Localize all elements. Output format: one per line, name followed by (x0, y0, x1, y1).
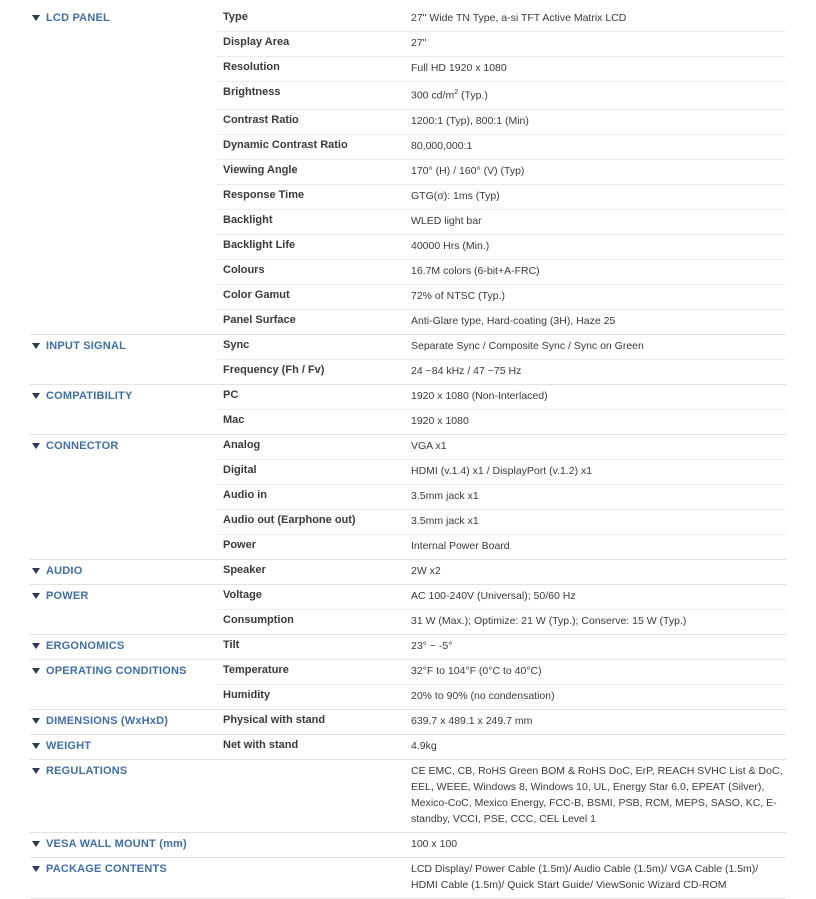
spec-value: 32°F to 104°F (0°C to 40°C) (411, 664, 542, 677)
triangle-down-icon (32, 743, 40, 749)
category-toggle[interactable] (30, 585, 217, 634)
triangle-down-icon (32, 643, 40, 649)
spec-row (217, 760, 786, 832)
spec-value: 1920 x 1080 (Non-Interlaced) (411, 389, 548, 402)
spec-row (217, 609, 786, 634)
spec-group (30, 585, 786, 635)
spec-group (30, 385, 786, 435)
category-toggle[interactable] (30, 660, 217, 709)
spec-value: 100 x 100 (411, 837, 458, 850)
triangle-down-icon (32, 668, 40, 674)
spec-value: GTG(σ): 1ms (Typ) (411, 189, 500, 202)
spec-value: 639.7 x 489.1 x 249.7 mm (411, 714, 533, 727)
spec-value: 80,000,000:1 (411, 139, 473, 152)
spec-label: Net with stand (223, 738, 299, 751)
spec-label: Brightness (223, 86, 281, 98)
spec-value: AC 100-240V (Universal); 50/60 Hz (411, 589, 576, 602)
spec-value: Anti-Glare type, Hard-coating (3H), Haze 25 (411, 314, 616, 327)
spec-group (30, 760, 786, 833)
spec-row (217, 484, 786, 509)
spec-label: Consumption (223, 613, 294, 626)
spec-group (30, 435, 786, 560)
category-label: INPUT SIGNAL (46, 339, 127, 352)
spec-label: Speaker (223, 563, 266, 576)
spec-label: Color Gamut (223, 288, 290, 301)
category-label: CONNECTOR (46, 439, 119, 452)
spec-label: Type (223, 11, 248, 23)
spec-row (217, 409, 786, 434)
spec-row (217, 560, 786, 584)
spec-value (405, 80, 786, 109)
spec-value: 31 W (Max.); Optimize: 21 W (Typ.); Conserve: 15 W (Typ.) (411, 614, 687, 627)
triangle-down-icon (32, 593, 40, 599)
spec-row (217, 134, 786, 159)
category-label: REGULATIONS (46, 764, 128, 777)
spec-label (217, 858, 405, 898)
spec-row (217, 109, 786, 134)
spec-group (30, 635, 786, 660)
spec-value: 1200:1 (Typ), 800:1 (Min) (411, 114, 529, 127)
spec-value: 170° (H) / 160° (V) (Typ) (411, 164, 525, 177)
spec-group (30, 335, 786, 385)
spec-value: VGA x1 (411, 439, 447, 452)
spec-value: 40000 Hrs (Min.) (411, 239, 490, 252)
spec-value: CE EMC, CB, RoHS Green BOM & RoHS DoC, ErP, REACH SVHC List & DoC, EEL, WEEE, Windows 8, Windows 10, UL, Energy Star 6.0, EPEAT (Silver), Mexico-CoC, Mexico Energy, FCC-B, BSMI, PSB, RCM, MEPS, SASO, KC, E-standby, VCCI, PSE, CCC, CEL Level 1 (411, 764, 783, 825)
spec-label: Sync (223, 338, 250, 351)
spec-label: Audio in (223, 488, 267, 501)
spec-label: Panel Surface (223, 313, 296, 326)
category-toggle[interactable] (30, 710, 217, 734)
category-label: AUDIO (46, 564, 83, 577)
spec-group (30, 710, 786, 735)
spec-label: Colours (223, 263, 265, 276)
spec-label: Analog (223, 438, 261, 451)
spec-row (217, 159, 786, 184)
spec-row (217, 209, 786, 234)
spec-row (217, 635, 786, 659)
spec-label: Viewing Angle (223, 163, 298, 176)
spec-label: Physical with stand (223, 713, 326, 726)
spec-value: 16.7M colors (6-bit+A-FRC) (411, 264, 540, 277)
category-toggle[interactable] (30, 7, 217, 334)
category-toggle[interactable] (30, 735, 217, 759)
spec-row (217, 509, 786, 534)
spec-label: Backlight (223, 213, 273, 226)
spec-value: 3.5mm jack x1 (411, 489, 479, 502)
spec-value: LCD Display/ Power Cable (1.5m)/ Audio Cable (1.5m)/ VGA Cable (1.5m)/ HDMI Cable (1.5m)/ Quick Start Guide/ ViewSonic Wizard CD-ROM (411, 862, 759, 891)
category-label: VESA WALL MOUNT (mm) (46, 837, 187, 850)
spec-label: Dynamic Contrast Ratio (223, 138, 348, 151)
spec-row (217, 660, 786, 684)
category-label: DIMENSIONS (WxHxD) (46, 714, 169, 727)
category-toggle[interactable] (30, 560, 217, 584)
spec-value-text: 300 cd/m (411, 89, 455, 102)
spec-group (30, 833, 786, 858)
spec-value: WLED light bar (411, 214, 482, 227)
spec-label: Temperature (223, 663, 289, 676)
spec-group (30, 858, 786, 899)
category-label: LCD PANEL (46, 12, 110, 24)
spec-value: 27" (411, 37, 427, 49)
spec-row (217, 31, 786, 56)
spec-value: 27" Wide TN Type, a-si TFT Active Matrix LCD (411, 12, 627, 24)
category-toggle[interactable] (30, 635, 217, 659)
spec-row (217, 259, 786, 284)
spec-label: Tilt (223, 638, 240, 651)
category-label: POWER (46, 589, 89, 602)
spec-value-sup: 2 (454, 89, 459, 96)
spec-label: Display Area (223, 36, 290, 48)
spec-label (217, 833, 405, 857)
triangle-down-icon (32, 866, 40, 872)
triangle-down-icon (32, 15, 40, 21)
spec-label: Humidity (223, 688, 271, 701)
spec-row (217, 585, 786, 609)
spec-label: Digital (223, 463, 257, 476)
spec-value: 24 ~84 kHz / 47 ~75 Hz (411, 364, 522, 377)
spec-value: 2W x2 (411, 564, 441, 577)
spec-row (217, 710, 786, 734)
spec-row (217, 234, 786, 259)
triangle-down-icon (32, 343, 40, 349)
triangle-down-icon (32, 768, 40, 774)
category-toggle[interactable] (30, 385, 217, 434)
spec-row (217, 385, 786, 409)
category-toggle[interactable] (30, 833, 217, 857)
triangle-down-icon (32, 568, 40, 574)
spec-row (217, 459, 786, 484)
spec-value: 72% of NTSC (Typ.) (411, 289, 505, 302)
spec-group (30, 735, 786, 760)
spec-value: 4.9kg (411, 739, 437, 752)
spec-row (217, 435, 786, 459)
category-label: OPERATING CONDITIONS (46, 664, 187, 677)
spec-label: Mac (223, 413, 245, 426)
spec-value-suffix: (Typ.) (458, 89, 488, 102)
triangle-down-icon (32, 393, 40, 399)
triangle-down-icon (32, 841, 40, 847)
category-toggle[interactable] (30, 858, 217, 898)
spec-label (217, 760, 405, 832)
spec-row (217, 359, 786, 384)
spec-value: HDMI (v.1.4) x1 / DisplayPort (v.1.2) x1 (411, 464, 593, 477)
spec-row (217, 81, 786, 109)
spec-value: Full HD 1920 x 1080 (411, 62, 507, 74)
spec-label: Power (223, 538, 257, 551)
spec-row (217, 56, 786, 81)
spec-row (217, 735, 786, 759)
spec-label: Resolution (223, 61, 280, 73)
spec-label: Voltage (223, 588, 262, 601)
spec-label: Contrast Ratio (223, 113, 299, 126)
triangle-down-icon (32, 443, 40, 449)
category-label: WEIGHT (46, 739, 92, 752)
category-toggle[interactable] (30, 435, 217, 559)
category-label: COMPATIBILITY (46, 389, 133, 402)
spec-value: 1920 x 1080 (411, 414, 469, 427)
spec-row (217, 684, 786, 709)
spec-row (217, 534, 786, 559)
spec-group (30, 560, 786, 585)
spec-row (217, 284, 786, 309)
triangle-down-icon (32, 718, 40, 724)
spec-group (30, 7, 786, 335)
category-label: PACKAGE CONTENTS (46, 862, 167, 875)
spec-row (217, 184, 786, 209)
spec-value: 23° ~ -5° (411, 639, 453, 652)
spec-label: Frequency (Fh / Fv) (223, 363, 325, 376)
spec-table (30, 7, 786, 899)
category-label: ERGONOMICS (46, 639, 125, 652)
spec-row (217, 335, 786, 359)
spec-label: Audio out (Earphone out) (223, 513, 356, 526)
spec-value: 20% to 90% (no condensation) (411, 689, 555, 702)
spec-value: 3.5mm jack x1 (411, 514, 479, 527)
spec-row (217, 309, 786, 334)
spec-label: Response Time (223, 188, 305, 201)
spec-label: PC (223, 388, 239, 401)
spec-group (30, 660, 786, 710)
spec-row (217, 833, 786, 857)
spec-value: Internal Power Board (411, 539, 510, 552)
category-toggle[interactable] (30, 760, 217, 832)
category-toggle[interactable] (30, 335, 217, 384)
spec-row (217, 7, 786, 31)
spec-label: Backlight Life (223, 238, 296, 251)
spec-value: Separate Sync / Composite Sync / Sync on Green (411, 339, 644, 352)
spec-row (217, 858, 786, 898)
